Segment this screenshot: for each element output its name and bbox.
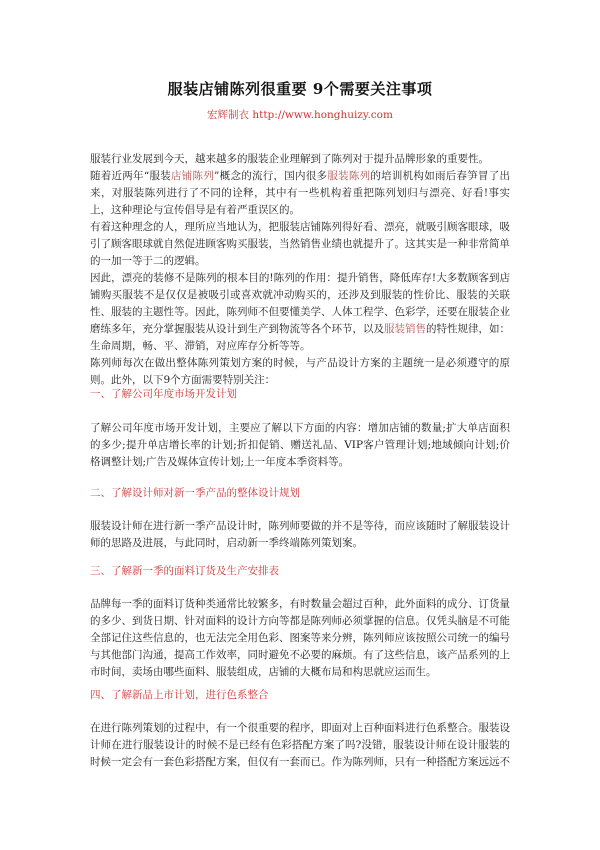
text-run: 的培训机构如雨后春笋冒了出来，对服装陈列进行了不同的诠释，其中有一些机构着重把陈列划归与漂亮、好看!事实上，这种理论与宣传倡导是有着严重误区的。 xyxy=(90,170,511,216)
section-body-2: 服装设计师在进行新一季产品设计时，陈列师要做的并不是等待，而应该随时了解服装设计师的思路及进展，与此同时，启动新一季终端陈列策划案。 xyxy=(90,520,510,549)
section-heading-2: 二、了解设计师对新一季产品的整体设计规划 xyxy=(90,487,300,499)
intro-paragraph-2 xyxy=(90,168,510,219)
text-run: 因此，漂亮的装修不是陈列的根本目的!陈列的作用：提升销售，降低库存!大多数顾客到店铺购买服装不是仅仅是被吸引或喜欢就冲动购买的，还涉及到服装的性价比、服装的关联性、服装的主题性等。因此，陈列师不但要懂美学、人体工程学、色彩学，还要在服装企业磨练多年，充分掌握服装从设计到生产到物流等各个环节，以及 xyxy=(90,272,510,335)
text-run: 随着近两年“服装 xyxy=(90,170,171,182)
section-heading-4: 四、了解新品上市计划，进行色系整合 xyxy=(90,689,269,701)
text-run: 的特性规律，如：生命周期，畅、平、滞销，对应库存分析等等。 xyxy=(90,323,510,352)
section-body-4: 在进行陈列策划的过程中，有一个很重要的程序，即面对上百种面料进行色系整合。服装设计师在进行服装设计的时候不是已经有色彩搭配方案了吗?没错，服装设计师在设计服装的时候一定会有一套色彩搭配方案，但仅有一套而已。作为陈列师，只有一种搭配方案远远不 xyxy=(90,722,510,768)
section-body-1: 了解公司年度市场开发计划，主要应了解以下方面的内容：增加店铺的数量;扩大单店面积的多少;提升单店增长率的计划;折扣促销、赠送礼品、VIP客户管理计划;地域倾向计划;价格调整计划;广告及媒体宣传计划;上一年度本季资料等。 xyxy=(90,422,510,468)
intro-paragraph-5: 陈列师每次在做出整体陈列策划方案的时候，与产品设计方案的主题统一是必须遵守的原则。此外，以下9个方面需要特别关注： xyxy=(90,357,510,386)
intro-paragraph-4 xyxy=(90,270,510,355)
intro-block xyxy=(90,151,510,389)
intro-paragraph-3: 有着这种理念的人，理所应当地认为，把服装店铺陈列得好看、漂亮，就吸引顾客眼球，吸引了顾客眼球就自然促进顾客购买服装，当然销售业绩也就提升了。这其实是一种非常简单的一加一等于二的逻辑。 xyxy=(90,221,510,267)
highlight-link[interactable]: 店铺陈列 xyxy=(170,170,215,182)
section-heading-3: 三、了解新一季的面料订货及生产安排表 xyxy=(90,565,279,577)
highlight-link[interactable]: 服装陈列 xyxy=(327,170,371,182)
highlight-link[interactable]: 服装销售 xyxy=(384,323,426,335)
intro-paragraph-1: 服装行业发展到今天，越来越多的服装企业理解到了陈列对于提升品牌形象的重要性。 xyxy=(90,153,489,165)
section-body-3: 品牌每一季的面料订货种类通常比较繁多，有时数量会超过百种，此外面料的成分、订货量的多少、到货日期、针对面料的设计方向等都是陈列师必须掌握的信息。仅凭头脑是不可能全部记住这些信息的，也无法完全用色彩、图案等来分辨，陈列师应该按照公司统一的编号与其他部门沟通，提高工作效率，同时避免不必要的麻烦。有了这些信息，该产品系列的上市时间，卖场由哪些面料、服装组成，店铺的大概布局和构思就应运而生。 xyxy=(90,598,510,678)
page-title: 服装店铺陈列很重要 9个需要关注事项 xyxy=(167,80,433,98)
text-run: ”概念的流行，国内很多 xyxy=(214,170,328,182)
page-subtitle: 宏辉制衣 http://www.honghuizy.com xyxy=(207,109,393,121)
section-heading-1: 一、了解公司年度市场开发计划 xyxy=(90,388,237,400)
